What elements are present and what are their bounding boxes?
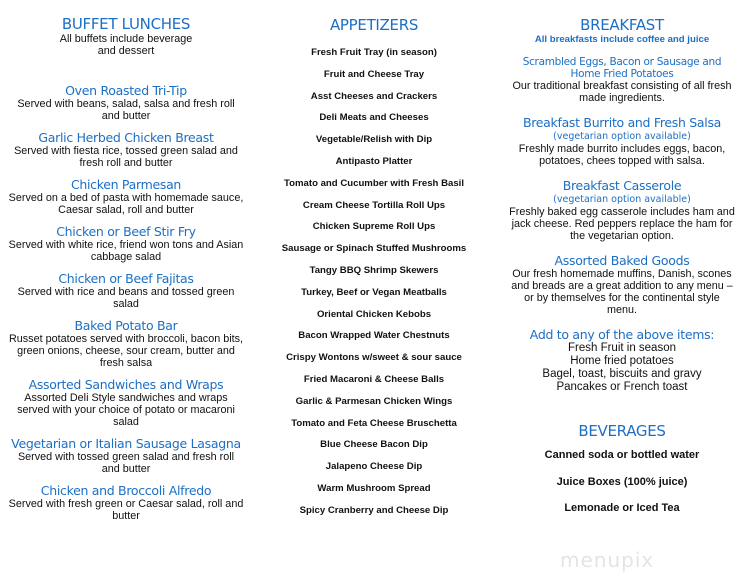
item-name: Assorted Baked Goods: [554, 253, 690, 268]
appetizer-item: Asst Cheeses and Crackers: [310, 90, 438, 102]
menu-item: [508, 115, 736, 167]
item-name: Oven Roasted Tri-Tip: [65, 83, 187, 98]
appetizers-column: [258, 0, 490, 522]
menu-item: [508, 56, 736, 104]
menu-item: [8, 318, 244, 369]
addons-title: Add to any of the above items:: [529, 327, 715, 342]
appetizer-item: Vegetable/Relish with Dip: [315, 134, 433, 146]
appetizer-item: Oriental Chicken Kebobs: [316, 308, 432, 320]
item-note: (vegetarian option available): [553, 194, 691, 205]
appetizer-item: Fresh Fruit Tray (in season): [311, 47, 437, 58]
item-description: Served with white rice, friend won tons and Asian cabbage salad: [8, 239, 244, 263]
appetizer-list: [258, 42, 490, 522]
section-subtitle: [8, 33, 244, 57]
appetizer-item: Crispy Wontons w/sweet & sour sauce: [286, 352, 462, 364]
menu-item: [8, 130, 244, 169]
item-description: Our traditional breakfast consisting of all fresh made ingredients.: [512, 80, 732, 104]
addons-list: [508, 342, 736, 394]
item-description: Served with fiesta rice, tossed green salad and fresh roll and butter: [14, 145, 238, 169]
item-description: Russet potatoes served with broccoli, bacon bits, green onions, cheese, sour cream, butter and fresh salsa: [8, 333, 244, 369]
appetizer-item: Chicken Supreme Roll Ups: [312, 221, 436, 233]
addon-item: Home fried potatoes: [570, 355, 674, 367]
appetizer-item: Jalapeno Cheese Dip: [325, 461, 423, 473]
item-note: (vegetarian option available): [553, 131, 691, 142]
appetizer-item: Warm Mushroom Spread: [317, 482, 431, 494]
appetizer-item: Sausage or Spinach Stuffed Mushrooms: [281, 243, 467, 255]
breakfast-column: [508, 0, 736, 522]
beverage-item: Juice Boxes (100% juice): [556, 475, 688, 488]
section-title: APPETIZERS: [329, 16, 419, 34]
appetizer-item: Fruit and Cheese Tray: [323, 68, 425, 80]
addon-item: Fresh Fruit in season: [567, 342, 676, 354]
item-name: Scrambled Eggs, Bacon or Sausage and Home Fried Potatoes: [522, 56, 722, 80]
menu-item: [508, 253, 736, 316]
subtitle-line: All buffets include beverage: [59, 33, 193, 45]
beverage-item: Canned soda or bottled water: [544, 449, 700, 461]
appetizer-item: Cream Cheese Tortilla Roll Ups: [302, 199, 446, 211]
appetizer-item: Turkey, Beef or Vegan Meatballs: [301, 286, 447, 298]
watermark: menupix: [560, 548, 655, 572]
appetizer-item: Bacon Wrapped Water Chestnuts: [298, 330, 450, 342]
menu-item: [8, 224, 244, 263]
beverages-list: [508, 442, 736, 522]
beverage-item: Lemonade or Iced Tea: [564, 502, 680, 514]
addon-item: Bagel, toast, biscuits and gravy: [542, 368, 702, 380]
appetizer-item: Garlic & Parmesan Chicken Wings: [295, 395, 453, 407]
subtitle-line: and dessert: [97, 45, 155, 57]
menu-item: [8, 377, 244, 428]
appetizer-item: Spicy Cranberry and Cheese Dip: [299, 504, 449, 516]
item-name: Vegetarian or Italian Sausage Lasagna: [11, 436, 241, 451]
appetizer-item: Blue Cheese Bacon Dip: [320, 439, 428, 451]
item-name: Chicken and Broccoli Alfredo: [40, 483, 212, 498]
appetizer-item: Deli Meats and Cheeses: [319, 112, 429, 124]
item-description: Served with fresh green or Caesar salad, roll and butter: [8, 498, 244, 522]
item-description: Freshly made burrito includes eggs, bacon, potatoes, chees topped with salsa.: [518, 143, 726, 167]
menu-item: [8, 177, 244, 216]
item-description: Our fresh homemade muffins, Danish, scones and breads are a great addition to any menu – or by themselves for the continental style menu.: [511, 268, 733, 316]
appetizer-item: Tangy BBQ Shrimp Skewers: [309, 264, 439, 276]
item-name: Chicken or Beef Fajitas: [58, 271, 194, 286]
item-name: Garlic Herbed Chicken Breast: [38, 130, 214, 145]
section-subtitle: All breakfasts include coffee and juice: [534, 34, 710, 45]
item-name: Assorted Sandwiches and Wraps: [28, 377, 224, 392]
breakfast-items: [508, 56, 736, 316]
appetizer-item: Antipasto Platter: [335, 155, 413, 167]
section-title: BREAKFAST: [580, 16, 664, 34]
item-name: Breakfast Burrito and Fresh Salsa: [522, 115, 722, 130]
beverages-title: BEVERAGES: [578, 422, 666, 440]
buffet-lunches-column: [8, 0, 244, 530]
addon-item: Pancakes or French toast: [556, 381, 688, 393]
section-title: BUFFET LUNCHES: [61, 15, 191, 33]
item-name: Baked Potato Bar: [74, 318, 178, 333]
item-description: Freshly baked egg casserole includes ham and jack cheese. Red peppers replace the ham for the vegetarian option.: [509, 206, 735, 242]
appetizer-item: Fried Macaroni & Cheese Balls: [303, 373, 445, 385]
menu-item: [8, 83, 244, 122]
item-description: Assorted Deli Style sandwiches and wraps served with your choice of potato or macaroni salad: [17, 392, 235, 428]
item-name: Breakfast Casserole: [562, 178, 682, 193]
appetizer-item: Tomato and Feta Cheese Bruschetta: [291, 417, 457, 429]
menu-item: [508, 178, 736, 242]
lunch-items: [8, 83, 244, 522]
menu-item: [8, 271, 244, 310]
item-name: Chicken Parmesan: [70, 177, 182, 192]
menu-item: [8, 436, 244, 475]
item-description: Served on a bed of pasta with homemade sauce, Caesar salad, roll and butter: [8, 192, 244, 216]
item-description: Served with beans, salad, salsa and fresh roll and butter: [17, 98, 235, 122]
menu-item: [8, 483, 244, 522]
appetizer-item: Tomato and Cucumber with Fresh Basil: [284, 177, 464, 189]
item-description: Served with tossed green salad and fresh roll and butter: [17, 451, 235, 475]
item-description: Served with rice and beans and tossed green salad: [17, 286, 235, 310]
item-name: Chicken or Beef Stir Fry: [56, 224, 196, 239]
